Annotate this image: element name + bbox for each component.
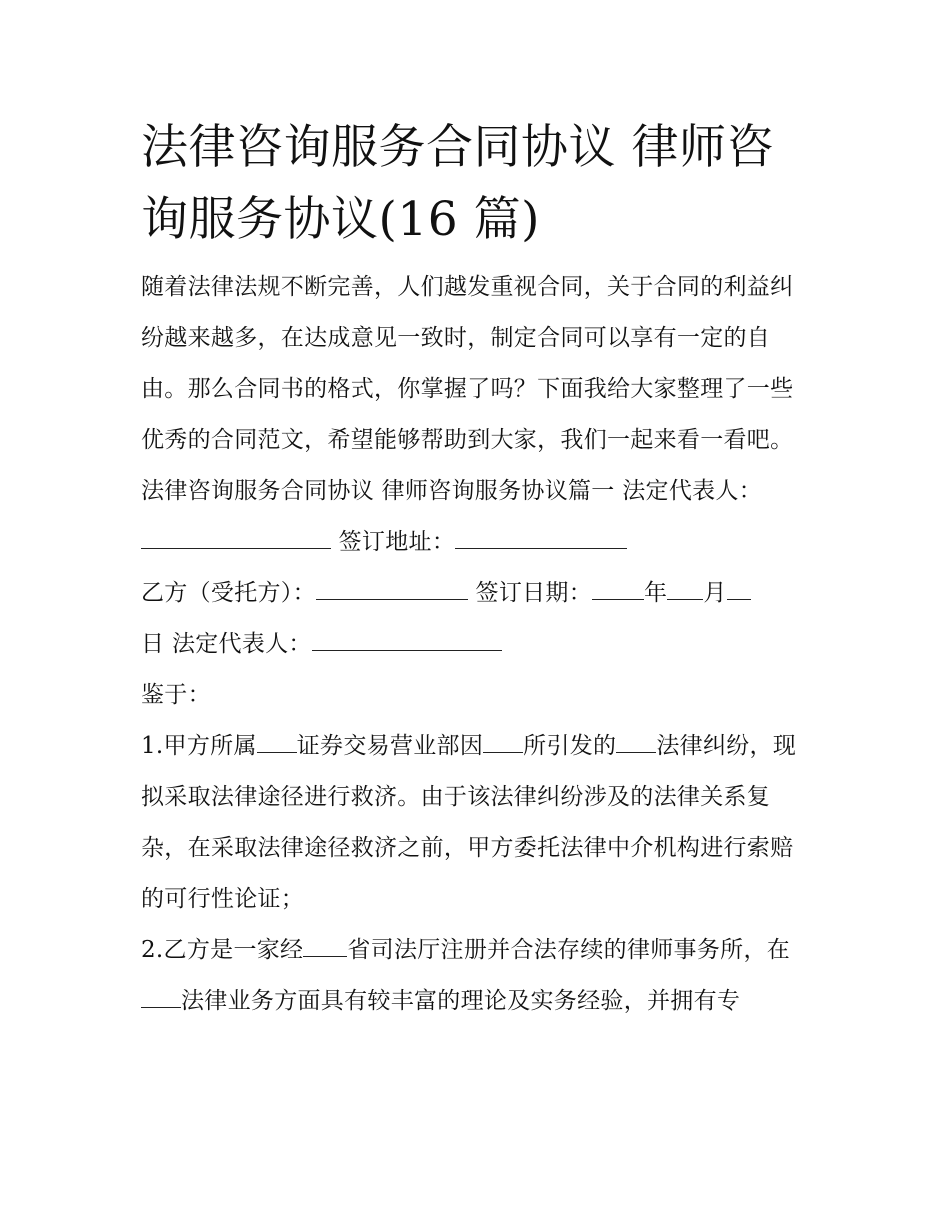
party-b-line — [141, 568, 816, 619]
legal-rep-b-blank — [312, 628, 502, 651]
clause-2 — [141, 925, 816, 1027]
signing-address-label: 签订地址： — [338, 529, 456, 555]
year-label: 年 — [644, 580, 668, 606]
clause-1 — [141, 721, 816, 925]
clause-1-blank-2 — [483, 730, 523, 753]
signing-address-blank — [455, 526, 627, 549]
document-page — [141, 112, 816, 1027]
day-blank — [727, 577, 751, 600]
intro-paragraph: 随着法律法规不断完善，人们越发重视合同，关于合同的利益纠纷越来越多，在达成意见一致时，制定合同可以享有一定的自由。那么合同书的格式，你掌握了吗？下面我给大家整理了一些优秀的合同范文，希望能够帮助到大家，我们一起来看一看吧。 — [141, 274, 794, 453]
day-label: 日 — [141, 631, 165, 657]
clause-2-blank-1 — [303, 934, 347, 957]
year-blank — [592, 577, 644, 600]
clause-2-part-a: 2.乙方是一家经 — [141, 937, 304, 963]
party-b-blank — [316, 577, 468, 600]
legal-rep-label: 法定代表人： — [171, 631, 312, 657]
signing-address-line — [141, 517, 816, 568]
clause-1-part-d: 法律纠纷，现拟采取法律途径进行救济。由于该法律纠纷涉及的法律关系复杂，在采取法律途径救济之前，甲方委托法律中介机构进行索赔的可行性论证； — [141, 733, 797, 912]
section-heading — [141, 466, 816, 517]
month-blank — [667, 577, 703, 600]
month-label: 月 — [703, 580, 727, 606]
legal-rep-line — [141, 619, 816, 670]
clause-2-part-b: 省司法厅注册并合法存续的律师事务所，在 — [347, 937, 791, 963]
signing-date-label: 签订日期： — [475, 580, 593, 606]
clause-1-part-b: 证券交易营业部因 — [296, 733, 484, 759]
clause-2-part-c: 法律业务方面具有较丰富的理论及实务经验，并拥有专 — [181, 988, 741, 1014]
clause-1-blank-1 — [257, 730, 297, 753]
document-title: 法律咨询服务合同协议 律师咨询服务协议(16 篇) — [141, 120, 774, 247]
clause-1-blank-3 — [616, 730, 656, 753]
clause-2-blank-2 — [141, 985, 181, 1008]
clause-1-part-c: 所引发的 — [523, 733, 617, 759]
whereas-label: 鉴于： — [141, 682, 211, 708]
legal-rep-blank — [141, 526, 331, 549]
party-b-label: 乙方（受托方）： — [141, 580, 316, 606]
section-heading-text: 法律咨询服务合同协议 律师咨询服务协议篇一 法定代表人： — [141, 478, 763, 504]
clause-1-part-a: 1.甲方所属 — [141, 733, 257, 759]
